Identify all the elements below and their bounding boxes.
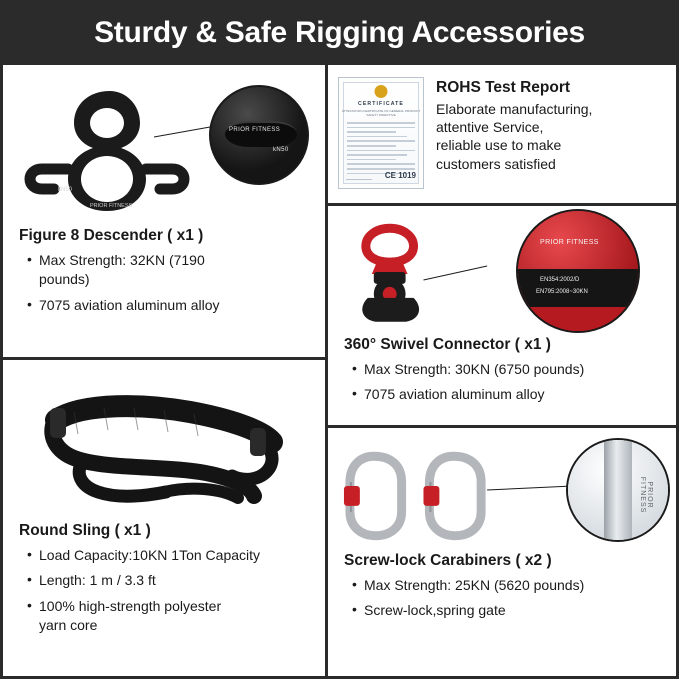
list-item: • Max Strength: 25KN (5620 pounds) <box>352 576 666 594</box>
carabiner-callout-zoom <box>566 438 670 542</box>
certificate-thumbnail <box>338 77 424 189</box>
swivel-callout-standard-2: EN795:2008~30KN <box>536 289 588 295</box>
sling-illustration <box>13 368 315 518</box>
list-item: pounds) <box>39 271 90 288</box>
list-item: • Max Strength: 30KN (6750 pounds) <box>352 360 666 378</box>
seal-icon <box>375 85 388 98</box>
product-card-swivel <box>328 206 676 428</box>
list-item: • Load Capacity:10KN 1Ton Capacity <box>27 546 315 564</box>
carabiners-title: Screw-lock Carabiners ( x2 ) <box>344 552 552 569</box>
list-item: • Max Strength: 32KN (7190 <box>27 251 315 269</box>
rohs-desc-line-3: reliable use to make <box>436 137 562 154</box>
product-card-rohs <box>328 65 676 206</box>
svg-text:PRIOR FITNESS: PRIOR FITNESS <box>90 203 133 209</box>
rohs-title: ROHS Test Report <box>436 79 571 96</box>
carabiners-specs <box>352 576 666 620</box>
figure8-callout-brand: PRIOR FITNESS <box>229 127 281 133</box>
figure8-title: Figure 8 Descender ( x1 ) <box>19 227 204 244</box>
page-title: Sturdy & Safe Rigging Accessories <box>94 15 585 49</box>
certificate-signature <box>346 170 372 180</box>
product-card-sling <box>3 360 325 676</box>
swivel-callout-standard-1: EN354:2002/D <box>540 277 580 283</box>
list-item: • 7075 aviation aluminum alloy <box>27 296 315 314</box>
swivel-callout-brand: PRIOR FITNESS <box>540 239 599 246</box>
certificate-heading: CERTIFICATE <box>357 101 404 107</box>
list-item: • 100% high-strength polyester <box>27 597 315 615</box>
swivel-title: 360° Swivel Connector ( x1 ) <box>344 336 551 353</box>
figure8-illustration <box>13 73 315 223</box>
swivel-specs <box>352 360 666 404</box>
list-item: yarn core <box>39 617 98 634</box>
product-card-carabiners <box>328 428 676 676</box>
swivel-callout-zoom <box>516 209 640 333</box>
rohs-desc-line-2: attentive Service, <box>436 119 544 136</box>
figure8-callout-rating: kN50 <box>273 147 289 153</box>
right-column <box>328 65 676 676</box>
header-banner <box>3 3 676 65</box>
svg-text:kN50: kN50 <box>58 187 73 193</box>
list-item: • Length: 1 m / 3.3 ft <box>27 571 315 589</box>
rohs-desc-line-1: Elaborate manufacturing, <box>436 101 593 117</box>
ce-mark: CE 1019 <box>384 171 416 180</box>
certificate-subheading: ATTESTATION CERTIFICATE OF GENERAL PRODUCT SAFETY DIRECTIVE <box>341 109 421 118</box>
carabiners-illustration <box>338 436 666 548</box>
figure8-specs <box>27 251 315 314</box>
content-grid <box>3 65 676 676</box>
certificate-body-lines <box>347 122 415 177</box>
left-column <box>3 65 328 676</box>
swivel-illustration <box>338 214 666 332</box>
figure8-callout-zoom <box>209 85 309 185</box>
carabiner-callout-brand: PRIOR FITNESS <box>639 476 653 514</box>
rohs-desc-line-4: customers satisfied <box>436 155 556 172</box>
sling-specs <box>27 546 315 635</box>
list-item: • 7075 aviation aluminum alloy <box>352 385 666 403</box>
product-card-figure8 <box>3 65 325 360</box>
list-item: • Screw-lock,spring gate <box>352 601 666 619</box>
sling-title: Round Sling ( x1 ) <box>19 522 151 539</box>
round-sling-icon <box>14 368 314 518</box>
